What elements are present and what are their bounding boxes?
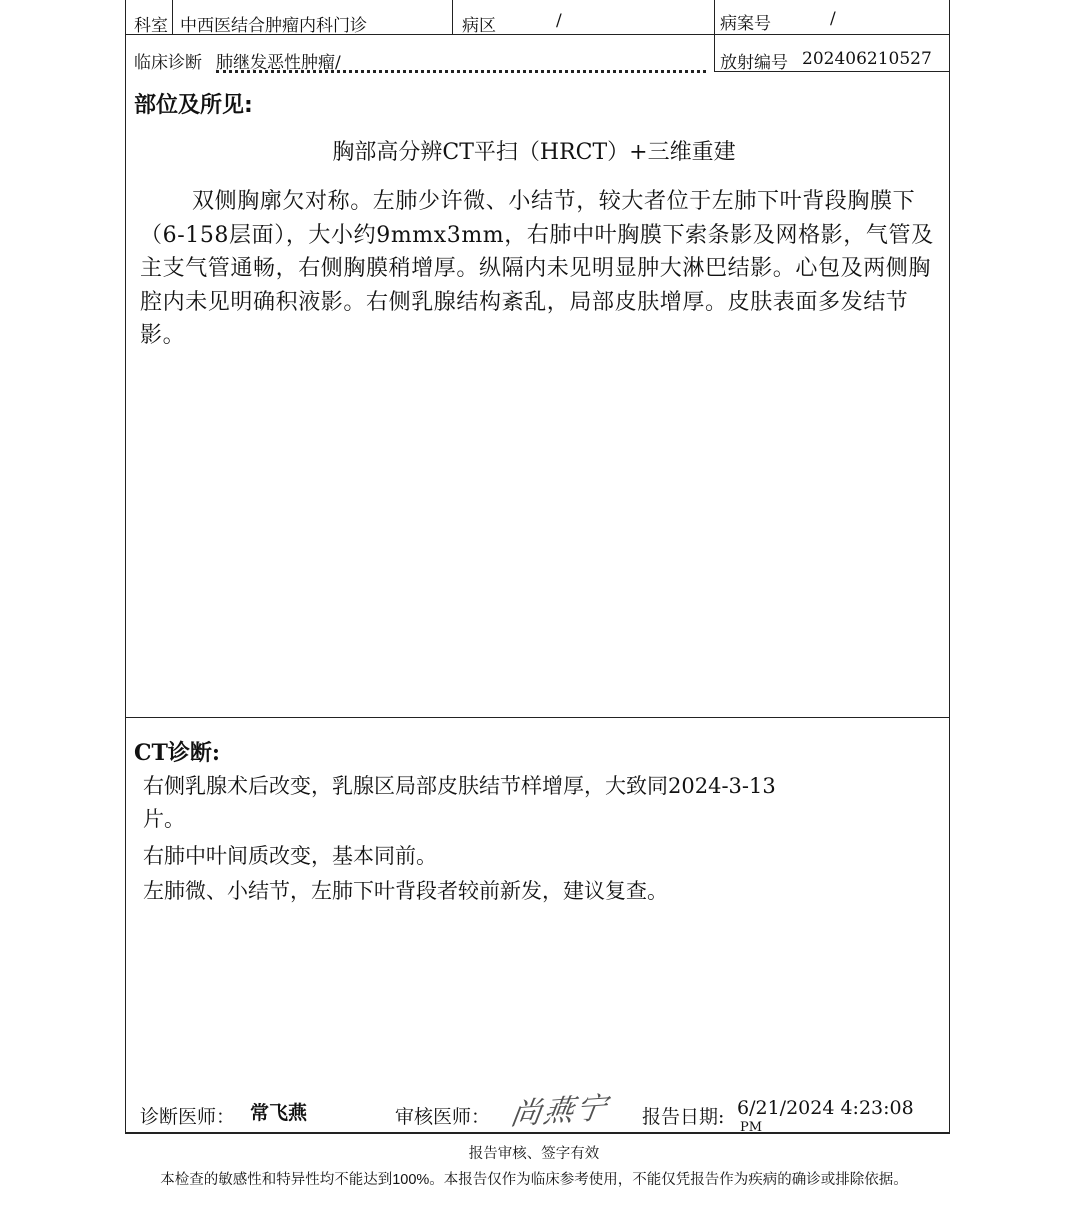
divider [125,1132,950,1134]
border-right [949,0,950,1133]
date-value: 6/21/2024 4:23:08 [737,1097,914,1119]
diagnosis-heading: CT诊断: [134,740,221,766]
date-suffix: PM [740,1120,763,1132]
divider [452,0,453,34]
diagnosis-line: 右侧乳腺术后改变，乳腺区局部皮肤结节样增厚，大致同2024-3-13 [143,774,776,798]
diagnosis-line: 片。 [143,807,185,831]
divider [714,0,715,72]
findings-heading: 部位及所见: [134,93,253,118]
diagnosis-line: 左肺微、小结节，左肺下叶背段者较前新发，建议复查。 [143,879,668,903]
reviewer-label: 审核医师： [395,1106,491,1128]
clinical-label: 临床诊断 [134,53,202,73]
ward-label: 病区 [462,16,496,36]
radiology-no-label: 放射编号 [720,53,788,73]
case-label: 病案号 [720,14,771,34]
valid-note: 报告审核、签字有效 [468,1146,600,1162]
findings-text: 双侧胸廓欠对称。左肺少许微、小结节，较大者位于左肺下叶背段胸膜下（6-158层面），大小约9mmx3mm，右肺中叶胸膜下索条影及网格影，气管及主支气管通畅，右侧胸膜稍增厚。纵隔内未见明显肿大淋巴结影。心包及两侧胸腔内未见明确积液影。右侧乳腺结构紊乱，局部皮肤增厚。皮肤表面多发结节影。 [140,189,934,348]
dept-label: 科室 [134,16,168,36]
dept-value: 中西医结合肿瘤内科门诊 [180,16,367,36]
divider [172,0,173,34]
reviewer-signature: 尚燕宁 [508,1090,611,1133]
clinical-value: 肺继发恶性肿瘤/ [216,48,706,73]
date-label: 报告日期: [642,1106,725,1128]
border-left [125,0,126,1133]
doctor-name: 常飞燕 [250,1102,308,1124]
divider [125,717,950,718]
exam-title: 胸部高分辨CT平扫（HRCT）+三维重建 [332,140,736,165]
disclaimer: 本检查的敏感性和特异性均不能达到100%。本报告仅作为临床参考使用，不能仅凭报告作为疾病的确诊或排除依据。 [160,1172,908,1188]
radiology-no-value: 202406210527 [802,49,932,69]
ward-value: / [556,11,562,31]
doctor-label: 诊断医师： [140,1106,236,1128]
diagnosis-line: 右肺中叶间质改变，基本同前。 [143,844,437,868]
case-value: / [830,9,836,29]
